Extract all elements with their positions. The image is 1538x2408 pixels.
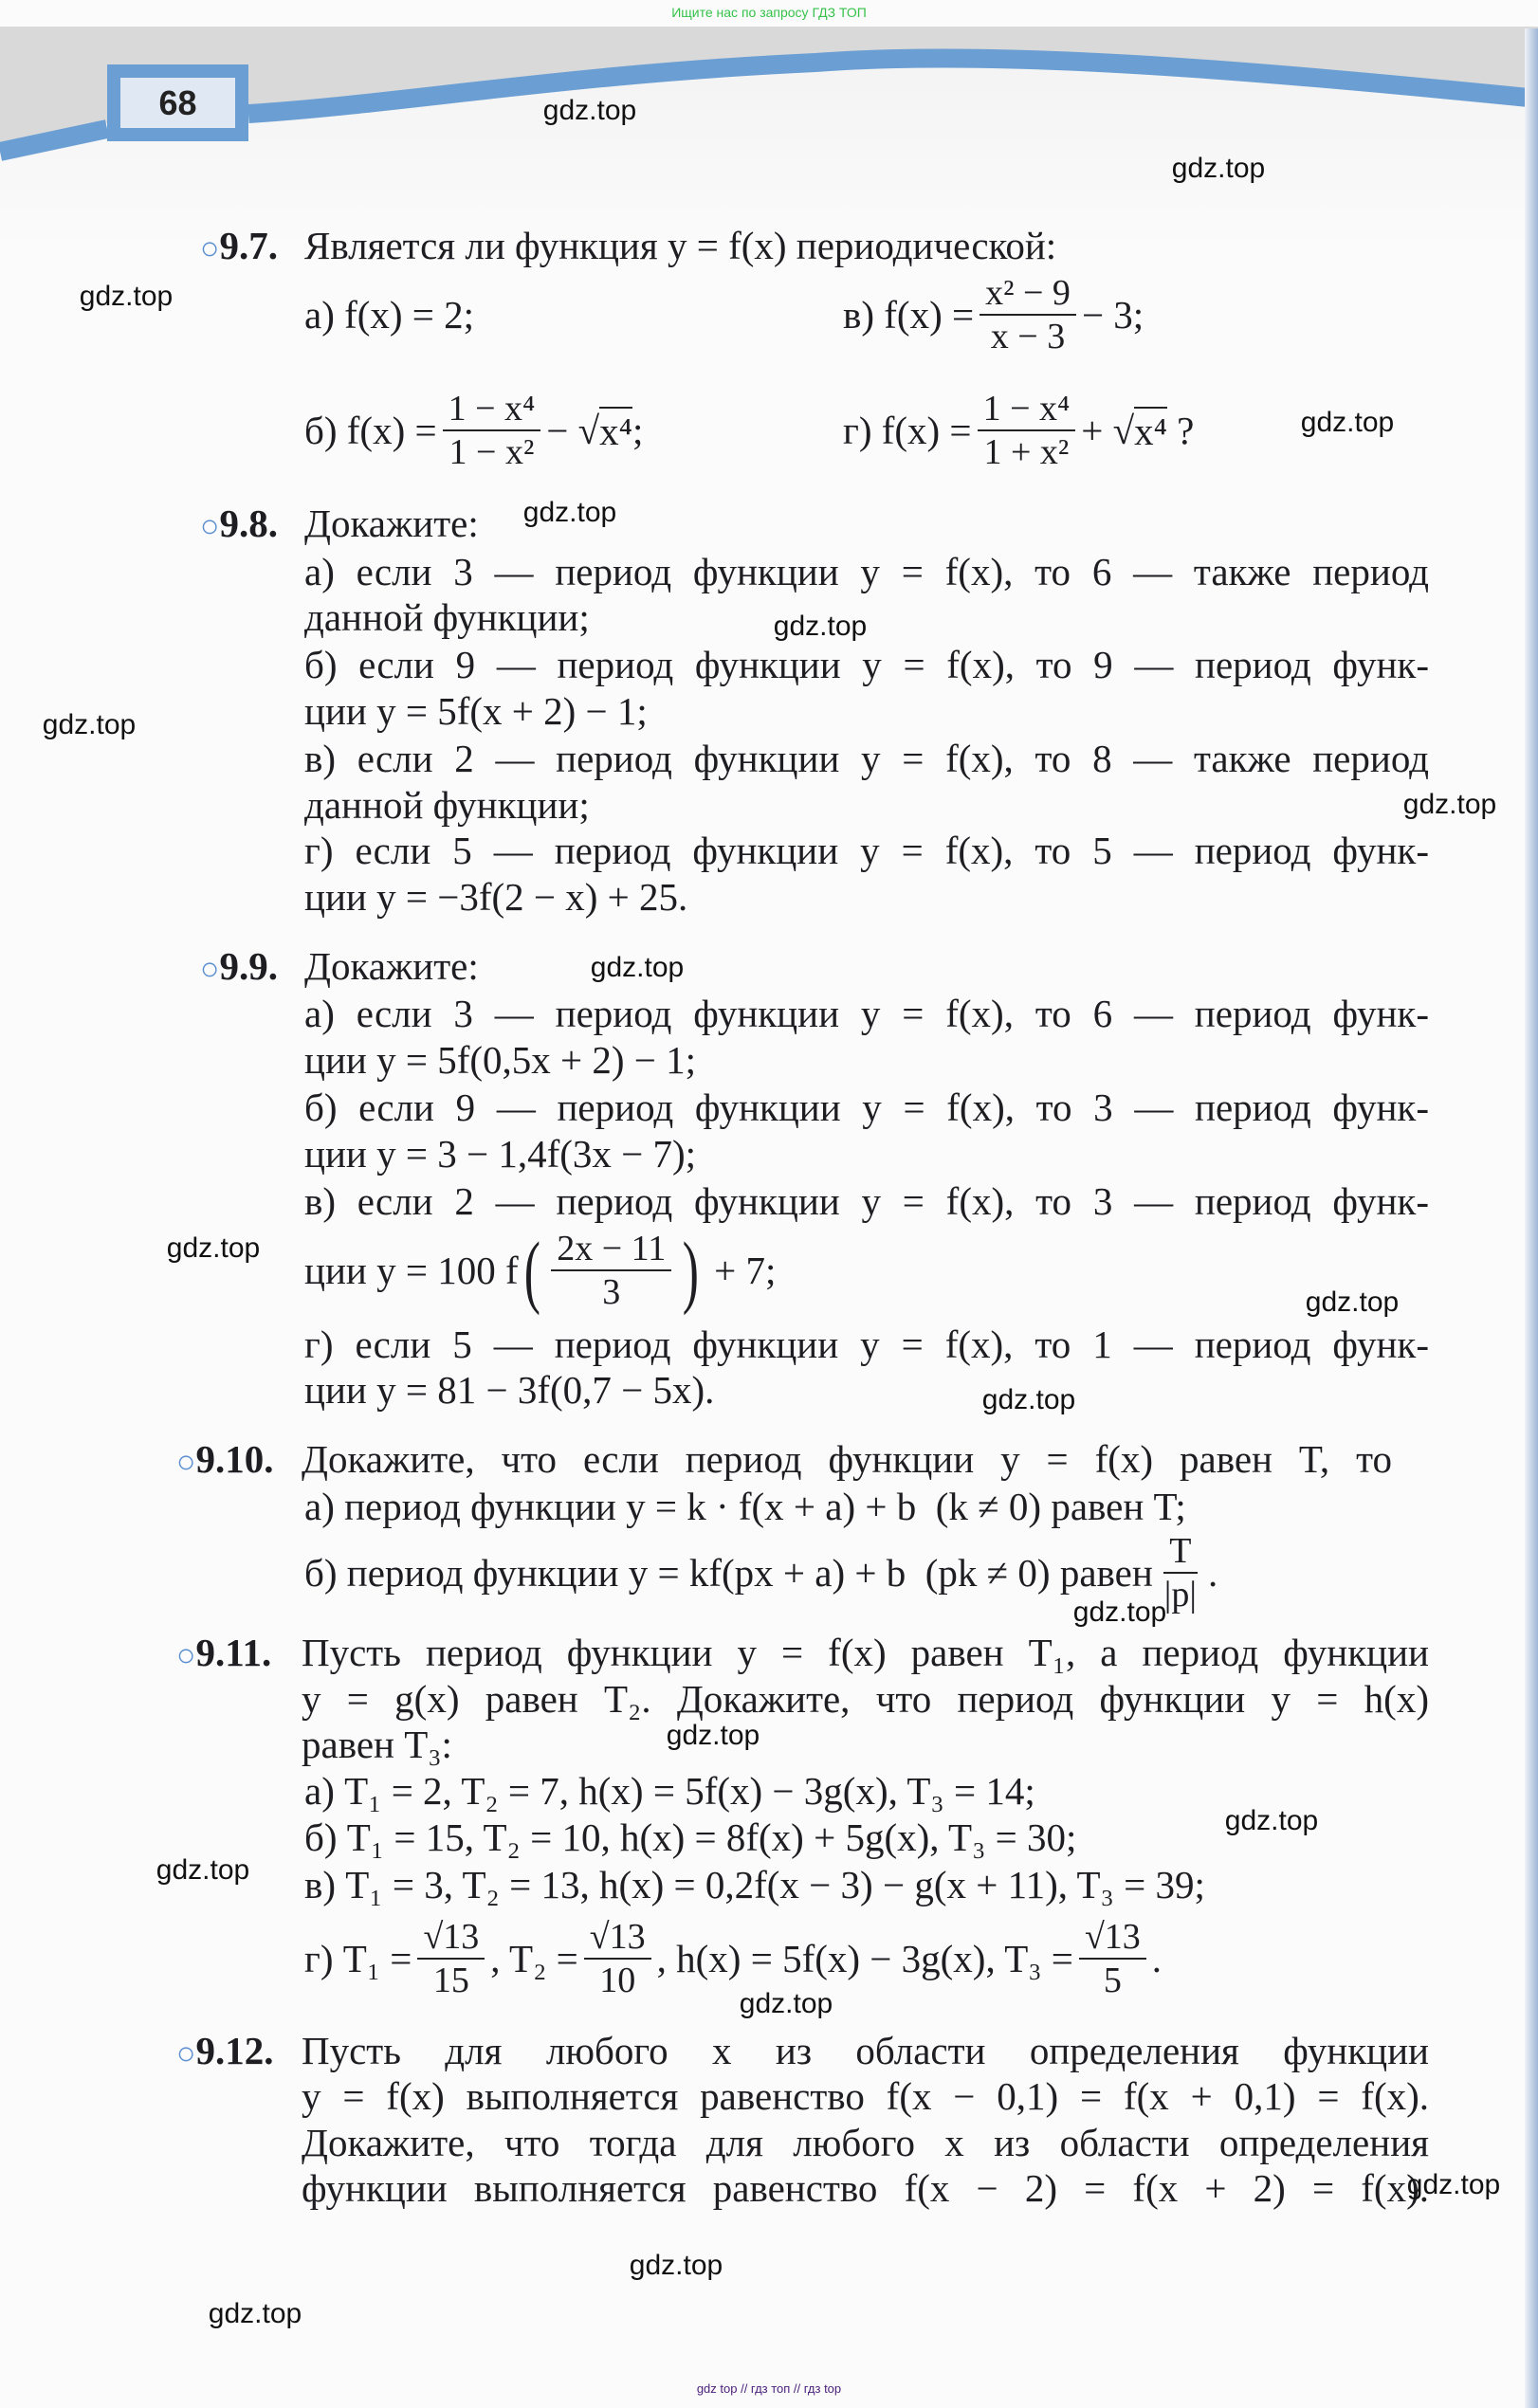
- denominator: 1 − x²: [449, 432, 535, 472]
- numerator: T: [1163, 1530, 1197, 1574]
- problem-9-7-b: [304, 389, 644, 472]
- watermark: gdz.top: [1171, 153, 1266, 184]
- difficulty-circle-icon: ○: [200, 509, 220, 544]
- expr-text: , h(x) = 5f(x) − 3g(x), T₃ =: [656, 1937, 1073, 1980]
- problem-9-9-title: Докажите:: [304, 944, 479, 988]
- radicand: x⁴: [599, 407, 632, 454]
- difficulty-circle-icon: ○: [200, 231, 220, 266]
- problem-9-10-number: [176, 1421, 274, 1497]
- expr-text: .: [1208, 1551, 1218, 1595]
- denominator: 1 + x²: [983, 432, 1070, 472]
- problem-9-7-a: а) f(x) = 2;: [304, 293, 475, 337]
- expr-text: б) f(x) =: [304, 409, 437, 452]
- problem-9-11-v: в) T₁ = 3, T₂ = 13, h(x) = 0,2f(x − 3) − g(x + 11), T₃ = 39;: [304, 1863, 1205, 1906]
- watermark: gdz.top: [1072, 1596, 1167, 1628]
- problem-9-9-line: в) если 2 — период функции y = f(x), то 3 — период функ-: [304, 1179, 1429, 1223]
- problem-9-9-line: а) если 3 — период функции y = f(x), то 6 — период функ-: [304, 992, 1429, 1035]
- watermark: gdz.top: [1224, 1805, 1319, 1836]
- watermark: gdz.top: [208, 2298, 302, 2329]
- search-hint-banner: Ищите нас по запросу ГДЗ ТОП: [671, 5, 867, 20]
- expr-text: , T₂ =: [490, 1937, 578, 1980]
- problem-9-9-line: б) если 9 — период функции y = f(x), то 3 — период функ-: [304, 1085, 1429, 1129]
- watermark: gdz.top: [42, 709, 137, 740]
- problem-9-8-line: б) если 9 — период функции y = f(x), то 9 — период функ-: [304, 643, 1429, 686]
- fraction: [980, 272, 1076, 357]
- expr-text: − 3;: [1081, 293, 1144, 337]
- problem-9-9-number: [200, 928, 278, 1004]
- difficulty-circle-icon: ○: [176, 1445, 196, 1480]
- problem-9-12-line: функции выполняется равенство f(x − 2) = f(x + 2) = f(x).: [302, 2166, 1429, 2210]
- problem-9-8-line: в) если 2 — период функции y = f(x), то 8 — также период: [304, 737, 1429, 780]
- expr-text: б) период функции y = kf(px + a) + b (pk ≠ 0) равен: [304, 1551, 1153, 1595]
- difficulty-circle-icon: ○: [176, 2036, 196, 2071]
- problem-9-10-a: а) период функции y = k · f(x + a) + b (k ≠ 0) равен T;: [304, 1485, 1186, 1528]
- watermark: gdz.top: [739, 1988, 833, 2019]
- watermark: gdz.top: [1402, 789, 1497, 820]
- expr-text: г) T₁ =: [304, 1937, 412, 1980]
- problem-number: 9.10.: [195, 1437, 274, 1481]
- difficulty-circle-icon: ○: [200, 952, 220, 987]
- denominator: 10: [599, 1961, 636, 2000]
- problem-9-8-line: данной функции;: [304, 783, 590, 827]
- expr-text: в) f(x) =: [843, 293, 975, 337]
- denominator: 15: [432, 1961, 469, 2000]
- fraction: [1079, 1916, 1146, 2001]
- problem-9-9-line: ции y = 3 − 1,4f(3x − 7);: [304, 1132, 697, 1176]
- numerator: √13: [1079, 1916, 1146, 1960]
- problem-9-7-number: [200, 208, 278, 283]
- problem-9-9-line: г) если 5 — период функции y = f(x), то 1 — период функ-: [304, 1323, 1429, 1366]
- right-paren: ): [683, 1225, 700, 1316]
- problem-number: 9.9.: [219, 944, 279, 988]
- fraction: [978, 388, 1076, 473]
- expr-text: ;: [632, 409, 644, 452]
- expr-text: г) f(x) =: [843, 409, 972, 452]
- fraction: [584, 1916, 651, 2001]
- page-number: 68: [107, 64, 248, 141]
- problem-9-12-line: Пусть для любого x из области определения функции: [302, 2029, 1429, 2072]
- denominator: 3: [602, 1272, 621, 1312]
- problem-9-12-line: Докажите, что тогда для любого x из области определения: [302, 2121, 1429, 2164]
- page-edge: [1525, 28, 1538, 2408]
- problem-9-7-v: [843, 273, 1144, 356]
- problem-number: 9.7.: [219, 224, 279, 267]
- watermark: gdz.top: [156, 1854, 250, 1886]
- numerator: 1 − x⁴: [443, 388, 541, 431]
- difficulty-circle-icon: ○: [176, 1638, 196, 1673]
- problem-9-8-line: данной функции;: [304, 595, 590, 639]
- problem-9-8-line: а) если 3 — период функции y = f(x), то 6 — также период: [304, 550, 1429, 593]
- numerator: 1 − x⁴: [978, 388, 1076, 431]
- watermark: gdz.top: [79, 281, 174, 312]
- problem-number: 9.12.: [195, 2029, 274, 2072]
- problem-9-11-line: равен T₃:: [302, 1723, 452, 1766]
- problem-number: 9.8.: [219, 502, 279, 545]
- fraction: [551, 1228, 671, 1313]
- watermark: gdz.top: [542, 95, 637, 126]
- problem-9-9-v-formula: [304, 1225, 777, 1316]
- problem-9-12-line: y = f(x) выполняется равенство f(x − 0,1) = f(x + 0,1) = f(x).: [302, 2074, 1429, 2118]
- problem-9-7-title: Является ли функция y = f(x) периодической:: [304, 224, 1057, 267]
- expr-text: ции y = 100 f: [304, 1249, 519, 1292]
- fraction: [417, 1916, 485, 2001]
- watermark: gdz.top: [1406, 2169, 1501, 2200]
- watermark: gdz.top: [1300, 407, 1395, 438]
- problem-9-8-line: г) если 5 — период функции y = f(x), то 5 — период функ-: [304, 829, 1429, 872]
- fraction: [443, 388, 541, 473]
- expr-text: ?: [1166, 409, 1195, 452]
- problem-9-12-number: [176, 2013, 274, 2089]
- numerator: x² − 9: [980, 272, 1076, 316]
- numerator: 2x − 11: [551, 1228, 671, 1271]
- problem-9-8-line: ции y = 5f(x + 2) − 1;: [304, 689, 648, 733]
- watermark: gdz.top: [166, 1232, 261, 1264]
- footer-watermark: gdz top // гдз топ // гдз top: [696, 2381, 842, 2396]
- problem-9-11-b: б) T₁ = 15, T₂ = 10, h(x) = 8f(x) + 5g(x), T₃ = 30;: [304, 1815, 1077, 1859]
- expr-text: .: [1151, 1937, 1163, 1980]
- problem-9-11-line: y = g(x) равен T₂. Докажите, что период функции y = h(x): [302, 1677, 1429, 1721]
- problem-9-11-line: Пусть период функции y = f(x) равен T₁, а период функции: [302, 1631, 1429, 1674]
- denominator: 5: [1103, 1961, 1122, 2000]
- watermark: gdz.top: [1305, 1286, 1400, 1318]
- watermark: gdz.top: [629, 2250, 723, 2281]
- problem-9-11-a: а) T₁ = 2, T₂ = 7, h(x) = 5f(x) − 3g(x), T₃ = 14;: [304, 1769, 1035, 1813]
- watermark: gdz.top: [981, 1384, 1076, 1415]
- expr-text: + √: [1081, 409, 1135, 452]
- watermark: gdz.top: [666, 1720, 760, 1751]
- expr-text: + 7;: [704, 1249, 777, 1292]
- problem-9-9-line: ции y = 5f(0,5x + 2) − 1;: [304, 1038, 697, 1082]
- watermark: gdz.top: [522, 497, 617, 528]
- denominator: |p|: [1163, 1575, 1198, 1614]
- radicand: x⁴: [1134, 407, 1167, 454]
- problem-9-8-number: [200, 485, 278, 561]
- numerator: √13: [417, 1916, 485, 1960]
- problem-9-10-title: Докажите, что если период функции y = f(x) равен T, то: [302, 1437, 1392, 1481]
- problem-9-9-line: ции y = 81 − 3f(0,7 − 5x).: [304, 1368, 715, 1412]
- problem-9-11-g: [304, 1917, 1163, 2000]
- problem-9-7-g: [843, 389, 1195, 472]
- denominator: x − 3: [990, 317, 1066, 356]
- problem-9-8-title: Докажите:: [304, 502, 479, 545]
- problem-9-11-number: [176, 1614, 271, 1690]
- expr-text: − √: [546, 409, 600, 452]
- watermark: gdz.top: [773, 611, 868, 642]
- problem-number: 9.11.: [195, 1631, 272, 1674]
- problem-9-8-line: ции y = −3f(2 − x) + 25.: [304, 875, 688, 919]
- left-paren: (: [523, 1225, 540, 1316]
- numerator: √13: [584, 1916, 651, 1960]
- watermark: gdz.top: [590, 952, 685, 983]
